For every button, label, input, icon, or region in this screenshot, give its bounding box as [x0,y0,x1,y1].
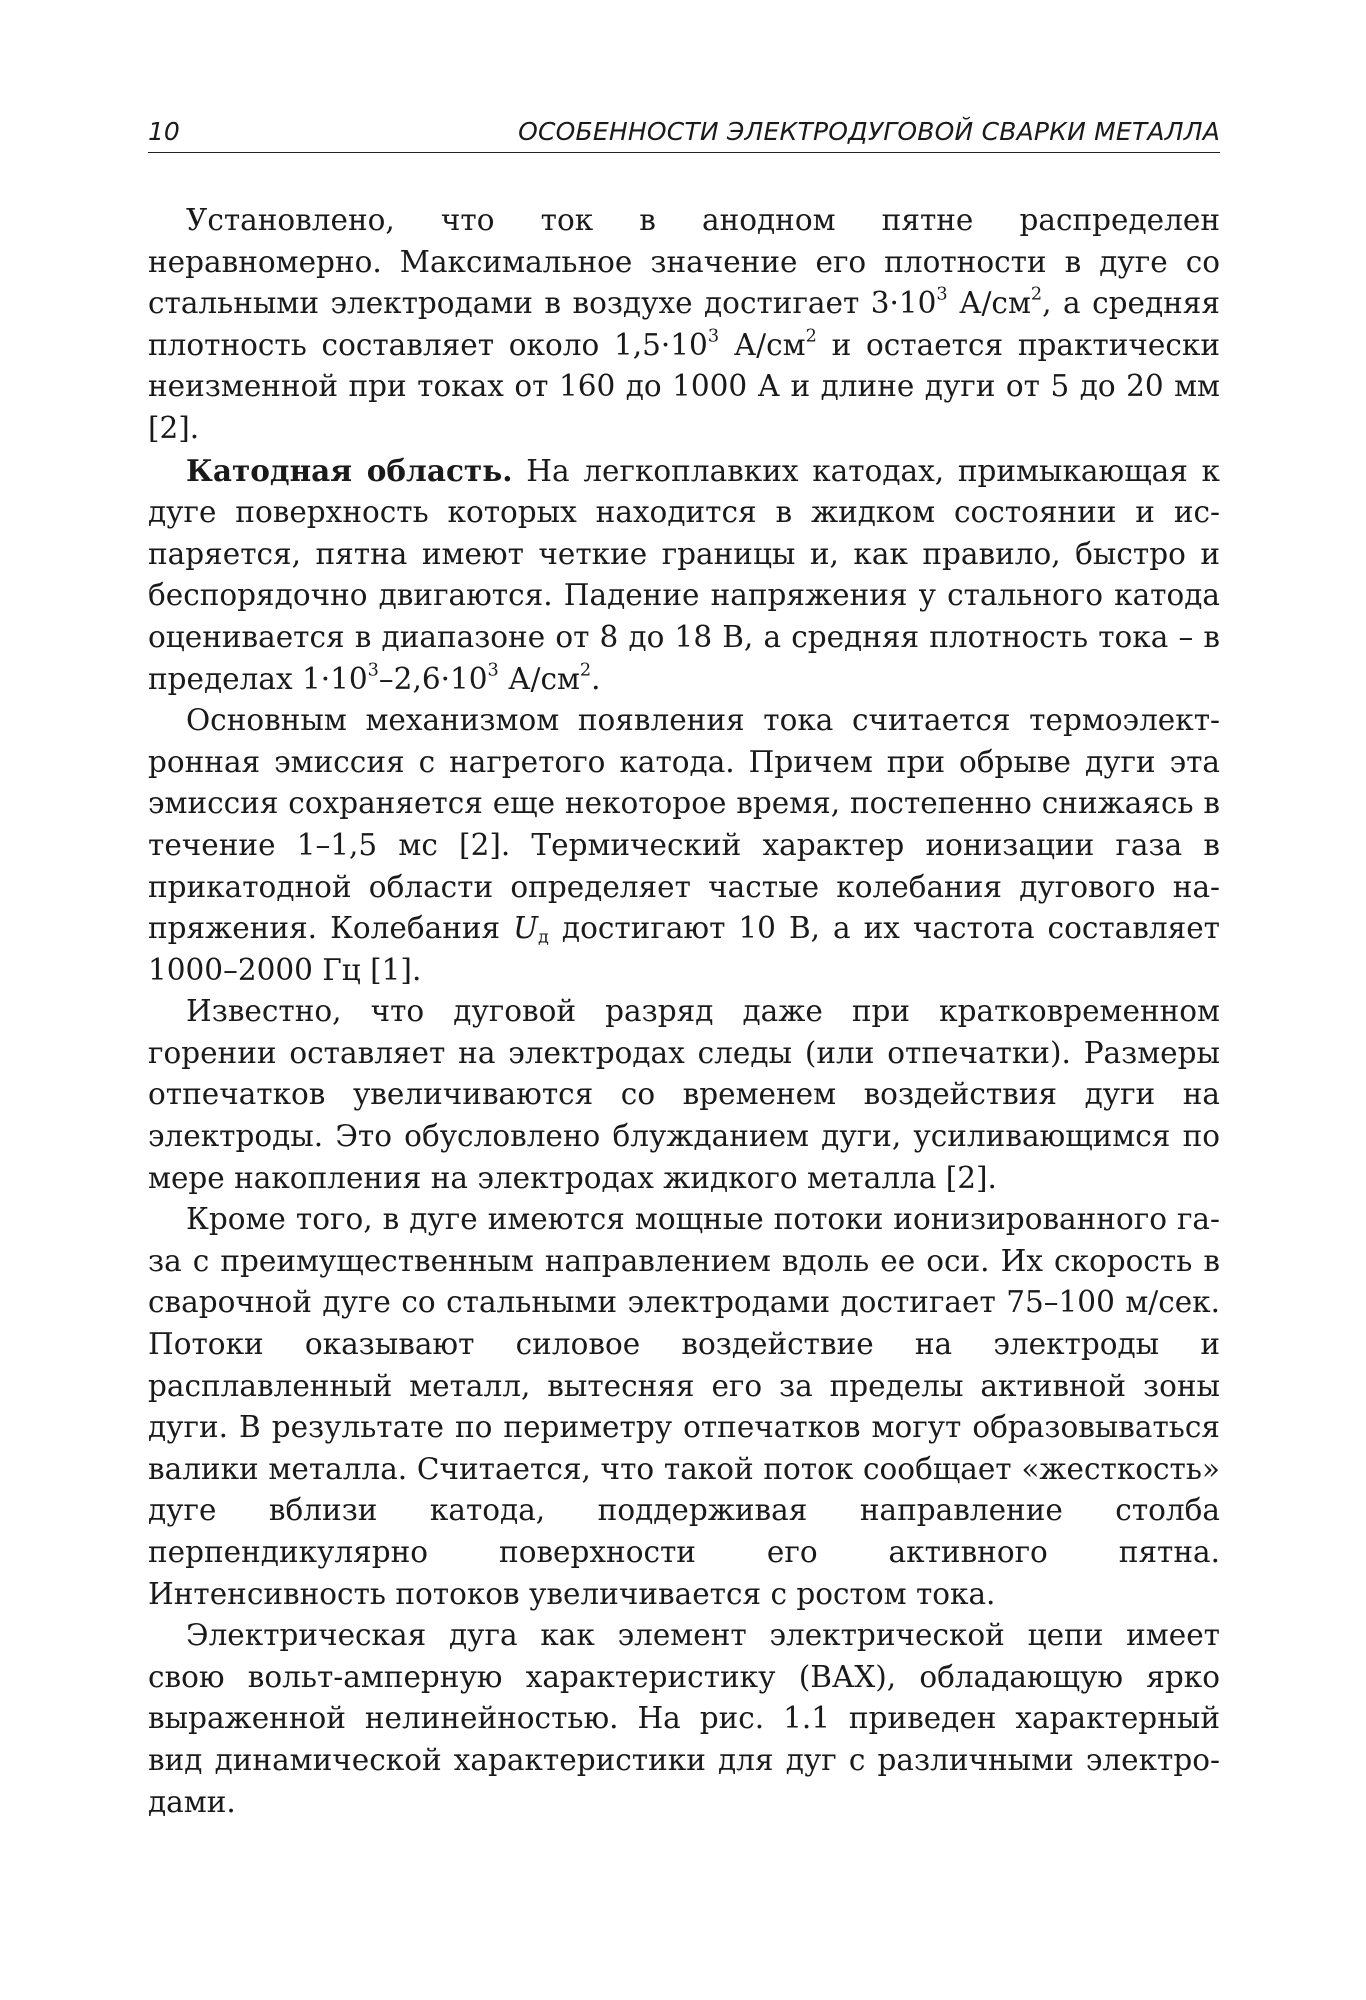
section-lead-cathode-region: Катодная область. [186,452,513,488]
running-header [148,112,1220,153]
paragraph-arc-traces: Известно, что дуговой разряд даже при кратковременном горении оставляет на электродах следы (или отпечатки). Размеры отпечатков увеличиваются со временем воздействия дуги на электроды. Это обусловлено блужданием дуги, усиливающимся по мере накопления на электродах жидкого металла [2]. [148,994,1220,1195]
voltage-symbol: U [513,911,539,946]
paragraph-anode-current-density: Установлено, что ток в анодном пятне распределен неравномерно. Максимальное значение его плотности в дуге со стальными электродами в воздухе достигает $3\cdot 10^3$ $А/см^2$, а средняя плотность составляет около $1,5\cdot 10^3$ $А/см^2$ и остается практически неизменной при токах от 160 до 1000 А и длине дуги от 5 до 20 мм [2]. [148,203,1220,445]
paragraph-gas-flows: Кроме того, в дуге имеются мощные потоки ионизированного газа с преимущественным направлением вдоль ее оси. Их скорость в сварочной дуге со стальными электродами достигает 75–100 м/сек. Потоки оказывают силовое воздействие на электроды и расплавленный металл, вытесняя его за пределы активной зоны дуги. В результате по периметру отпечатков могут образовываться валики металла. Считается, что такой поток сообщает «жесткость» дуге вблизи катода, поддерживая направление столба перпендикулярно поверхности его активного пятна. Интенсивность потоков увеличивается с ростом тока. [148,1202,1220,1611]
paragraph-cathode-region: Катодная область. На легкоплавких катодах, примыкающая к дуге поверхность которых находится в жидком состоянии и испаряется, пятна имеют четкие границы и, как правило, быстро и беспорядочно двигаются. Падение напряжения у стального катода оценивается в диапазоне от 8 до 18 В, а средняя плотность тока – в пределах $1\cdot 10^3-2,6\cdot 10^3$ $А/см^2$. [148,452,1220,696]
paragraph-volt-ampere-characteristic: Электрическая дуга как элемент электрической цепи имеет свою вольт-амперную характеристику (ВАХ), обладающую ярко выраженной нелинейностью. На рис. 1.1 приведен характерный вид динамической характеристики для дуг с различными электродами. [148,1618,1220,1819]
paragraph-thermionic-emission: Основным механизмом появления тока считается термоэлектронная эмиссия с нагретого катода. Причем при обрыве дуги эта эмиссия сохраняется еще некоторое время, постепенно снижаясь в течение 1–1,5 мс [2]. Термический характер ионизации газа в прикатодной области определяет частые колебания дугового напряжения. Колебания $U_д$ достигают 10 В, а их частота составляет 1000–2000 Гц [1]. [148,703,1220,987]
body-text [148,200,1220,1823]
page-number: 10 [148,117,180,146]
chapter-title: ОСОБЕННОСТИ ЭЛЕКТРОДУГОВОЙ СВАРКИ МЕТАЛЛА [518,117,1220,146]
